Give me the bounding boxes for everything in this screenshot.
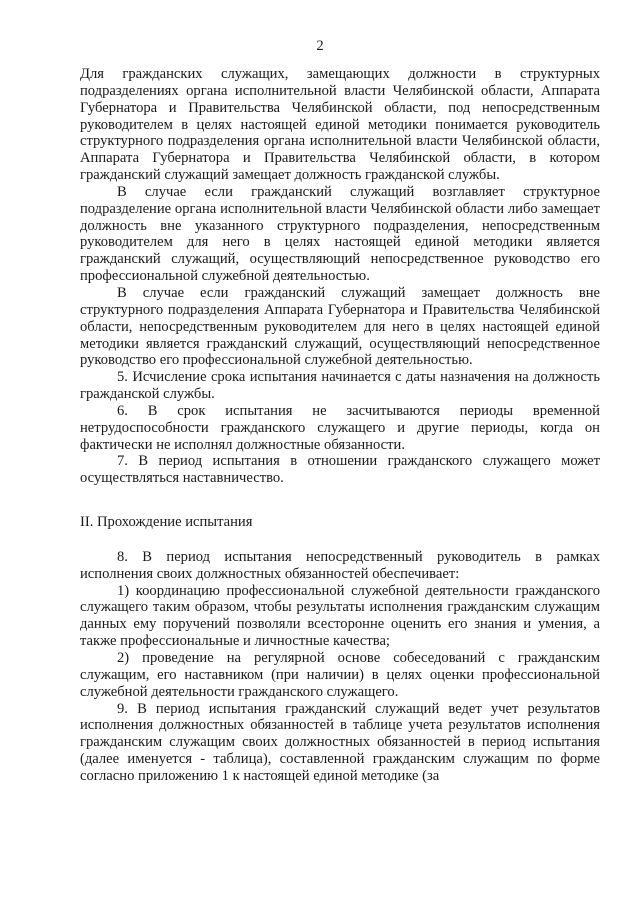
document-body <box>80 66 600 785</box>
paragraph: 7. В период испытания в отношении гражданского служащего может осуществляться наставничество. <box>80 453 600 487</box>
paragraph: В случае если гражданский служащий возглавляет структурное подразделение органа исполнительной власти Челябинской области либо замещает должность вне указанного структурного подразделения, непосредственным руководителем для него в целях настоящей единой методики является гражданский служащий, осуществляющий непосредственное руководство его профессиональной служебной деятельностью. <box>80 183 600 285</box>
paragraph: 2) проведение на регулярной основе собеседований с гражданским служащим, его наставником (при наличии) в целях оценки профессиональной служебной деятельности гражданского служащего. <box>80 650 600 700</box>
paragraph: 5. Исчисление срока испытания начинается с даты назначения на должность гражданской службы. <box>80 369 600 403</box>
paragraph: 9. В период испытания гражданский служащий ведет учет результатов исполнения должностных обязанностей в таблице учета результатов исполнения гражданским служащим своих должностных обязанностей в период испытания (далее именуется - таблица), составленной гражданским служащим по форме согласно приложению 1 к настоящей единой методике (за <box>80 700 600 784</box>
paragraph: 6. В срок испытания не засчитываются периоды временной нетрудоспособности гражданского служащего и другие периоды, когда он фактически не исполнял должностные обязанности. <box>80 402 600 453</box>
section-heading: II. Прохождение испытания <box>80 514 253 531</box>
page-number: 2 <box>316 38 324 54</box>
paragraph: 8. В период испытания непосредственный руководитель в рамках исполнения своих должностных обязанностей обеспечивает: <box>80 548 600 582</box>
paragraph: 1) координацию профессиональной служебной деятельности гражданского служащего таким образом, чтобы результаты исполнения гражданским служащим данных ему поручений позволяли всесторонне оценить его знания и умения, а также профессиональные и личностные качества; <box>80 582 600 650</box>
paragraph: Для гражданских служащих, замещающих должности в структурных подразделениях органа исполнительной власти Челябинской области, Аппарата Губернатора и Правительства Челябинской области, под непосредственным руководителем в целях настоящей единой методики понимается руководитель структурного подразделения органа исполнительной власти Челябинской области, Аппарата Губернатора и Правительства Челябинской области, в котором гражданский служащий замещает должность гражданской службы. <box>80 66 600 184</box>
paragraph: В случае если гражданский служащий замещает должность вне структурного подразделения Аппарата Губернатора и Правительства Челябинской области, непосредственным руководителем для него в целях настоящей единой методики является гражданский служащий, осуществляющий непосредственное руководство его профессиональной служебной деятельностью. <box>80 284 600 369</box>
